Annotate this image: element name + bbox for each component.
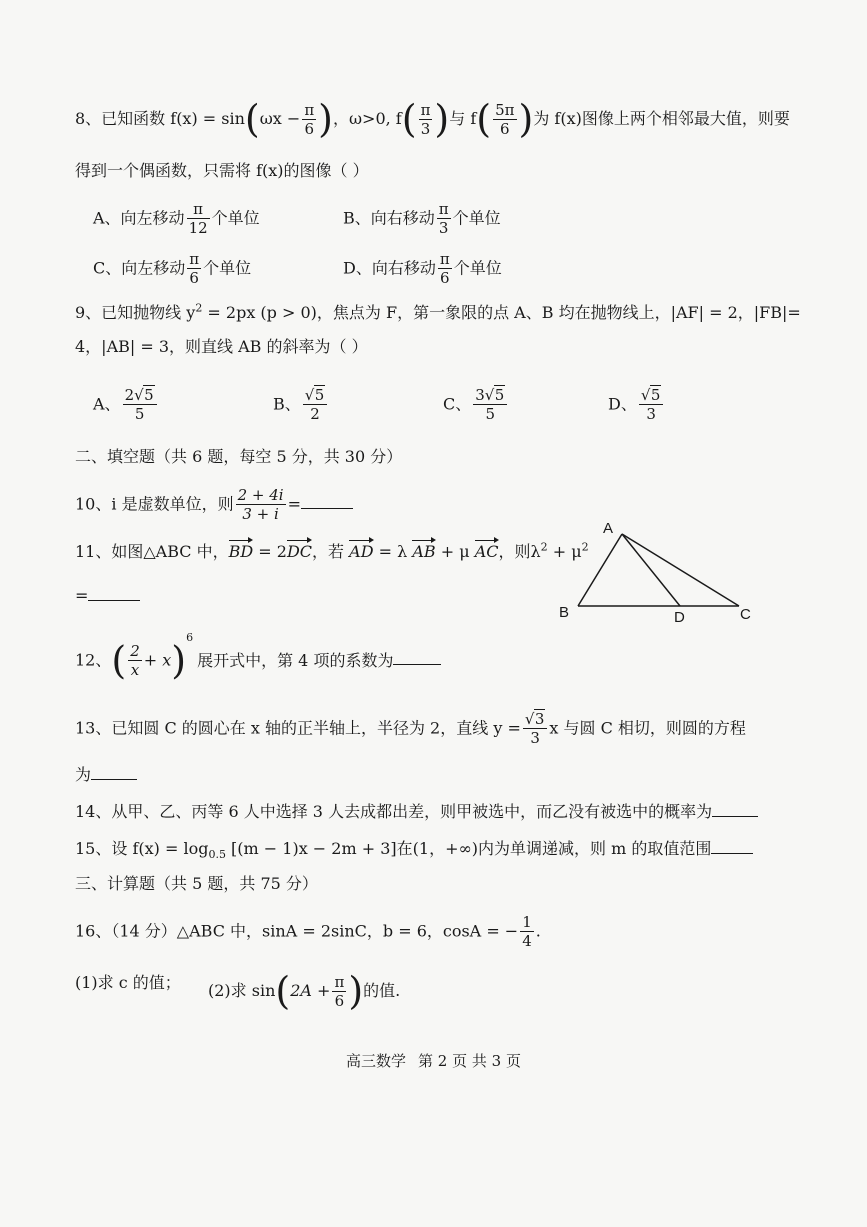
page-footer [0,1050,867,1071]
q10-answer-blank[interactable] [301,494,353,509]
vertex-label-a: A [603,520,614,537]
side-AC [622,534,739,606]
segment-AD [622,534,680,606]
q9-option-c: C、 $\frac{3√ 5}{5}$ [443,386,509,423]
vertex-label-d: D [674,609,685,626]
q8-frac-pi3: $\frac{\pi}{3}$ [420,100,431,138]
vertex-label-b: B [559,604,570,621]
q11-answer-blank[interactable] [88,586,140,601]
q15-answer-blank[interactable] [711,839,753,854]
q8-arg: ωx − [259,109,301,128]
q8-frac-pi6: $\frac{\pi}{6}$ [304,100,315,138]
vertex-label-c: C [740,606,751,623]
q9-option-a: A、 $\frac{2√ 5}{5}$ [93,386,159,423]
exam-page: 8、已知函数 f(x) = sin(ωx − $\frac{\pi}{6}$ )，ω>0, f( $\frac{\pi}{3}$ )与 f( $\frac{5\pi}{6}$ )为 f(x)图像上两个相邻最大值，则要 得到一个偶函数，只需将 f(x)的图像（ ） A、向左移动 $\frac{\pi}{12}$ 个单位 B、向右移动 $\frac{\pi}{3}$ 个单位 C、向左移动 $\frac{\pi}{6}$ 个单位 D、向右移动 $\frac{\pi}{6}$ 个单位 9、已知抛物线 $y^2 = 2px$ (p > 0)，焦点为 F，第一象限的点 A、B 均在抛物线上，|AF| = 2，|FB|= 4，|AB| = 3，则直线 AB 的斜率为（ ） A、 $\frac{2√ 5}{5}$ B、 √ $\frac{5}{2}$ C、 $\frac{3√ 5}{5}$ D、 √ $\frac{5}{3}$ 二、填空题（共 6 题，每空 5 分，共 30 分） 10、i 是虚数单位，则 $\frac{2 + 4i}{3 + i}$ = 11、如图△ABC 中，BD = 2DC，若 AD = λ AB + μ AC，则$\lambda^2 + \mu^2$ = A B D C 12、( $\frac{2}{x}$ + x)$^6$展开式中，第 4 项的系数为 13、已知圆 C 的圆心在 x 轴的正半轴上，半径为 2，直线 y = √ $\frac{3}{3}$ x 与圆 C 相切，则圆的方程 为 14、从甲、乙、丙等 6 人中选择 3 人去成都出差，则甲被选中，而乙没有被选中的概率为 15、设 $f(x) = \log_{0.5} [(m - 1)x - 2m + 3]$在(1，+∞)内为单调递减，则 m 的取值范围 三、计算题（共 5 题，共 75 分） 16、（14 分）△ABC 中，sinA = 2sinC，b = 6，cosA = − $\frac{1}{4}$ . (1)求 c 的值； (2)求 sin(2A + $\frac{\pi}{6}$ )的值. 高三数学 第 2 页 共 3 页 [0,0,867,1227]
q13-answer-blank[interactable] [91,765,137,780]
q16-part-2: (2)求 sin(2A + $\frac{\pi}{6}$ )的值. [208,969,401,1013]
q9-option-d: D、 √ $\frac{5}{3}$ [608,386,665,423]
q8-option-a: A、向左移动 $\frac{\pi}{12}$ 个单位 [93,200,260,237]
q8-prefix: 8、已知函数 f(x) = sin [75,109,245,128]
q9-option-b: B、 √ $\frac{5}{2}$ [273,386,329,423]
footer-subject: 高三数学 [346,1052,407,1070]
q16-part-1: (1)求 c 的值； [75,973,181,992]
triangle-figure [555,518,775,638]
q8-frac-5pi6: $\frac{5\pi}{6}$ [495,100,515,138]
footer-page-number: 第 2 页 共 3 页 [418,1052,521,1070]
side-AB [578,534,622,606]
q12-answer-blank[interactable] [393,650,441,665]
q8-option-c: C、向左移动 $\frac{\pi}{6}$ 个单位 [93,250,252,287]
q14-answer-blank[interactable] [712,802,758,817]
q8-option-b: B、向右移动 $\frac{\pi}{3}$ 个单位 [343,200,501,237]
q8-option-d: D、向右移动 $\frac{\pi}{6}$ 个单位 [343,250,502,287]
